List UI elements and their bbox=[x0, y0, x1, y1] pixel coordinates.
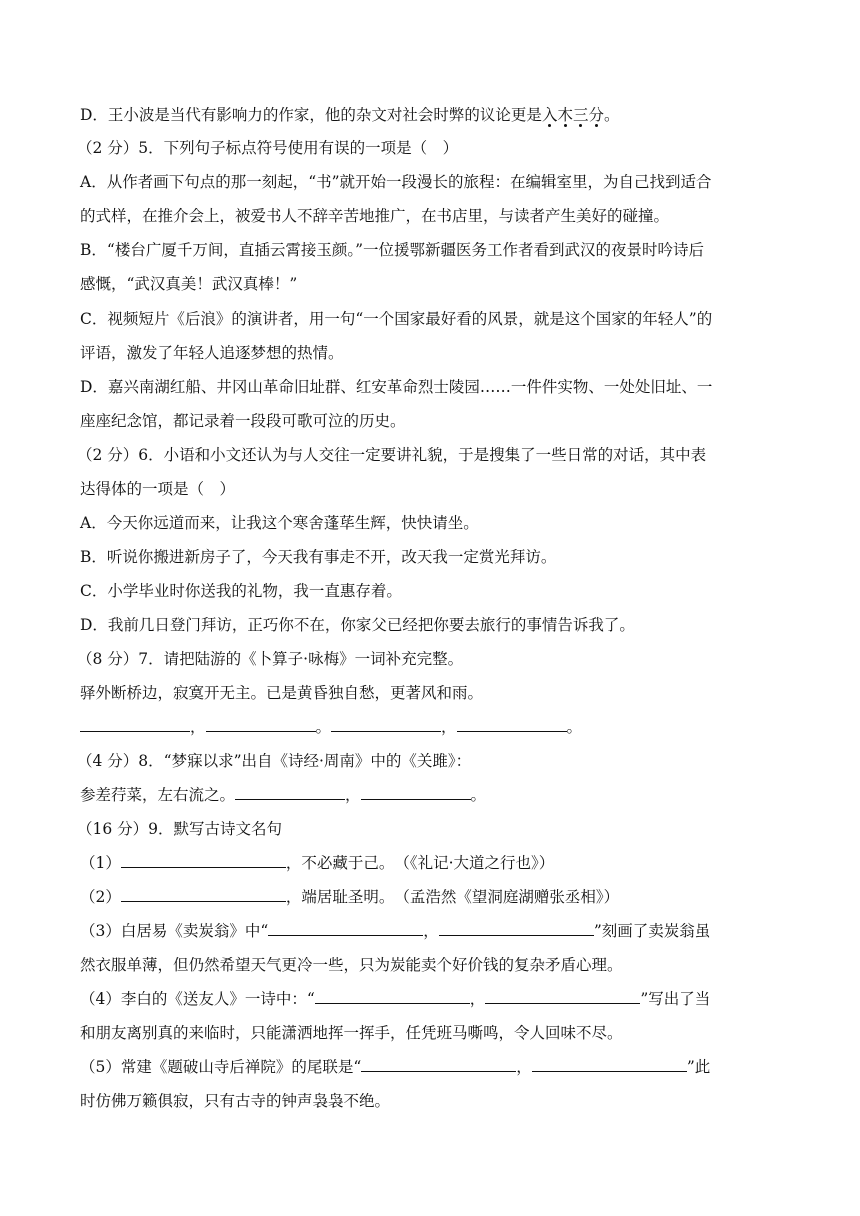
q6-option-d: D．我前几日登门拜访，正巧你不在，你家父已经把你要去旅行的事情告诉我了。 bbox=[80, 616, 635, 634]
q9-item-3-line2: 然衣服单薄，但仍然希望天气更冷一些，只为炭能卖个好价钱的复杂矛盾心理。 bbox=[80, 956, 623, 974]
item-text: （5）常建《题破山寺后禅院》的尾联是“ bbox=[80, 1058, 362, 1076]
q4-option-d-text: D．王小波是当代有影响力的作家，他的杂文对社会时弊的议论更是 bbox=[80, 106, 542, 124]
answer-blank[interactable] bbox=[268, 917, 423, 936]
answer-blank[interactable] bbox=[235, 781, 345, 800]
item-number: （1） bbox=[80, 854, 121, 872]
separator: 。 bbox=[470, 786, 487, 804]
separator: ， bbox=[516, 1058, 532, 1076]
q4-option-d-end: 。 bbox=[604, 106, 620, 124]
separator: ， bbox=[190, 718, 206, 736]
item-number: （2） bbox=[80, 888, 121, 906]
emphasis-char: 木 bbox=[557, 106, 573, 124]
q5-option-b-line2: 感慨，“武汉真美！武汉真棒！” bbox=[80, 275, 298, 293]
q6-option-c: C．小学毕业时你送我的礼物，我一直惠存着。 bbox=[80, 582, 402, 600]
answer-blank[interactable] bbox=[315, 985, 470, 1004]
q9-item-5-line1 bbox=[80, 1050, 710, 1084]
separator: 。 bbox=[566, 718, 583, 736]
q9-item-5-line2: 时仿佛万籁俱寂，只有古寺的钟声袅袅不绝。 bbox=[80, 1092, 391, 1110]
item-text: （4）李白的《送友人》一诗中：“ bbox=[80, 990, 315, 1008]
q9-item-4-line1 bbox=[80, 982, 710, 1016]
q5-option-c-line1: C．视频短片《后浪》的演讲者，用一句“一个国家最好看的风景，就是这个国家的年轻人”的 bbox=[80, 310, 713, 328]
q8-lead-text: 参差荇菜，左右流之。 bbox=[80, 786, 236, 804]
separator: ， bbox=[423, 922, 439, 940]
q9-item-4-line2: 和朋友离别真的来临时，只能潇洒地挥一挥手，任凭班马嘶鸣，令人回味不尽。 bbox=[80, 1024, 623, 1042]
q5-option-a-line2: 的式样，在推介会上，被爱书人不辞辛苦地推广，在书店里，与读者产生美好的碰撞。 bbox=[80, 207, 670, 225]
item-text: ”刻画了卖炭翁虽 bbox=[593, 922, 711, 940]
item-text: ”此 bbox=[686, 1058, 711, 1076]
q5-option-b-line1: B．“楼台广厦千万间，直插云霄接玉颜。”一位援鄂新疆医务工作者看到武汉的夜景时吟诗后 bbox=[80, 241, 704, 259]
q8-answer-row bbox=[80, 778, 486, 812]
q9-item-3-line1 bbox=[80, 914, 710, 948]
q7-stem: （8 分）7．请把陆游的《卜算子·咏梅》一词补充完整。 bbox=[77, 650, 464, 668]
emphasis-char: 入 bbox=[541, 106, 558, 124]
q9-item-2 bbox=[80, 880, 619, 914]
q7-answer-row bbox=[80, 710, 582, 744]
emphasis-char: 三 bbox=[572, 106, 589, 124]
answer-blank[interactable] bbox=[485, 985, 640, 1004]
separator: ， bbox=[345, 786, 361, 804]
item-text: ，端居耻圣明。 （孟浩然《望洞庭湖赠张丞相》） bbox=[285, 888, 620, 906]
answer-blank[interactable] bbox=[439, 917, 594, 936]
q5-option-d-line1: D．嘉兴南湖红船、井冈山革命旧址群、红安革命烈士陵园……一件件实物、一处处旧址、一 bbox=[80, 378, 713, 396]
q9-item-1 bbox=[80, 846, 554, 880]
q6-stem-line2: 达得体的一项是（ ） bbox=[80, 480, 236, 498]
q9-stem: （16 分）9．默写古诗文名句 bbox=[77, 820, 283, 838]
answer-blank[interactable] bbox=[457, 713, 567, 732]
q5-option-c-line2: 评语，激发了年轻人追逐梦想的热情。 bbox=[80, 344, 344, 362]
separator: ， bbox=[441, 718, 457, 736]
q6-stem-line1: （2 分）6．小语和小文还认为与人交往一定要讲礼貌，于是搜集了一些日常的对话，其中表 bbox=[77, 446, 707, 464]
q8-stem: （4 分）8．“梦寐以求”出自《诗经·周南》中的《关雎》： bbox=[77, 752, 472, 770]
separator: ， bbox=[469, 990, 486, 1008]
answer-blank[interactable] bbox=[80, 713, 190, 732]
answer-blank[interactable] bbox=[331, 713, 441, 732]
separator: 。 bbox=[315, 718, 332, 736]
q7-poem-line1: 驿外断桥边，寂寞开无主。已是黄昏独自愁，更著风和雨。 bbox=[80, 684, 484, 702]
q6-option-a: A．今天你远道而来，让我这个寒舍蓬荜生辉，快快请坐。 bbox=[80, 514, 479, 532]
item-text: ”写出了当 bbox=[640, 990, 711, 1008]
answer-blank[interactable] bbox=[121, 883, 286, 902]
answer-blank[interactable] bbox=[121, 849, 286, 868]
answer-blank[interactable] bbox=[532, 1053, 687, 1072]
q5-stem: （2 分）5．下列句子标点符号使用有误的一项是（ ） bbox=[77, 139, 459, 157]
q5-option-a-line1: A．从作者画下句点的那一刻起，“书”就开始一段漫长的旅程：在编辑室里，为自己找到适合 bbox=[80, 173, 712, 191]
emphasis-char: 分 bbox=[588, 106, 604, 124]
q4-option-d bbox=[80, 98, 620, 132]
q5-option-d-line2: 座座纪念馆，都记录着一段段可歌可泣的历史。 bbox=[80, 412, 406, 430]
item-text: ，不必藏于己。 （《礼记·大道之行也》） bbox=[285, 854, 555, 872]
answer-blank[interactable] bbox=[361, 1053, 516, 1072]
q6-option-b: B．听说你搬进新房子了，今天我有事走不开，改天我一定赏光拜访。 bbox=[80, 548, 557, 566]
item-text: （3）白居易《卖炭翁》中“ bbox=[80, 922, 269, 940]
answer-blank[interactable] bbox=[361, 781, 471, 800]
answer-blank[interactable] bbox=[206, 713, 316, 732]
